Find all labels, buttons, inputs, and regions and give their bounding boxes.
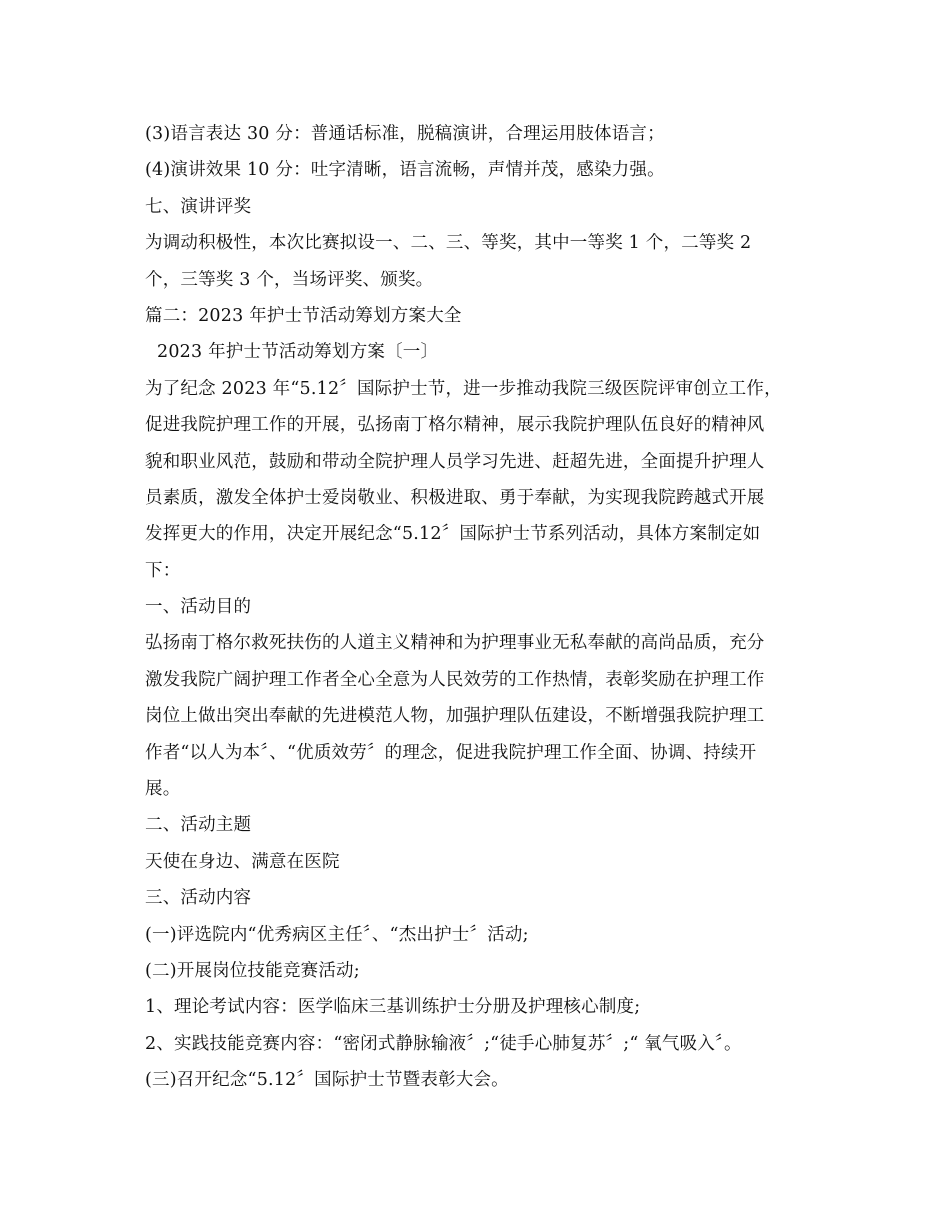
- text-line: 展。: [145, 779, 181, 800]
- text-line: 为了纪念 2023 年“5.12〞国际护士节，进一步推动我院三级医院评审创立工作，: [145, 378, 782, 399]
- section-heading: 七、演讲评奖: [145, 196, 252, 217]
- text-line: 促进我院护理工作的开展，弘扬南丁格尔精神，展示我院护理队伍良好的精神风: [145, 415, 765, 436]
- text-line: (一)评选院内“优秀病区主任〞、“杰出护士〞活动;: [145, 924, 529, 945]
- text-line: 弘扬南丁格尔救死扶伤的人道主义精神和为护理事业无私奉献的高尚品质，充分: [145, 633, 765, 654]
- text-line: 为调动积极性，本次比赛拟设一、二、三、等奖，其中一等奖 1 个，二等奖 2: [145, 233, 752, 254]
- text-line: 1、理论考试内容：医学临床三基训练护士分册及护理核心制度;: [145, 997, 641, 1018]
- plan-subtitle: 2023 年护士节活动筹划方案〔一〕: [157, 342, 439, 363]
- chapter-heading: 篇二：2023 年护士节活动筹划方案大全: [145, 305, 462, 326]
- text-line: (三)召开纪念“5.12〞国际护士节暨表彰大会。: [145, 1070, 509, 1091]
- text-line: 天使在身边、满意在医院: [145, 851, 340, 872]
- text-line: 激发我院广阔护理工作者全心全意为人民效劳的工作热情，表彰奖励在护理工作: [145, 669, 765, 690]
- text-line: (4)演讲效果 10 分：吐字清晰，语言流畅，声情并茂，感染力强。: [145, 160, 665, 181]
- section-heading: 三、活动内容: [145, 888, 252, 909]
- text-line: (3)语言表达 30 分：普通话标准，脱稿演讲，合理运用肢体语言；: [145, 124, 665, 144]
- text-line: 貌和职业风范，鼓励和带动全院护理人员学习先进、赶超先进，全面提升护理人: [145, 451, 765, 472]
- text-line: 员素质，激发全体护士爱岗敬业、积极进取、勇于奉献，为实现我院跨越式开展: [145, 487, 765, 508]
- document-body: [145, 116, 805, 1099]
- text-line: (二)开展岗位技能竞赛活动;: [145, 960, 360, 981]
- text-line: 下：: [145, 560, 181, 581]
- text-line: 发挥更大的作用，决定开展纪念“5.12〞国际护士节系列活动，具体方案制定如: [145, 524, 761, 545]
- section-heading: 二、活动主题: [145, 815, 252, 836]
- text-line: 作者“以人为本〞、“优质效劳〞的理念，促进我院护理工作全面、协调、持续开: [145, 742, 757, 763]
- text-line: 个，三等奖 3 个，当场评奖、颁奖。: [145, 269, 434, 290]
- text-line: 2、实践技能竞赛内容：“密闭式静脉输液〞;“徒手心肺复苏〞;“ 氧气吸入〞。: [145, 1033, 742, 1054]
- text-line: 岗位上做出突出奉献的先进模范人物，加强护理队伍建设，不断增强我院护理工: [145, 706, 765, 727]
- section-heading: 一、活动目的: [145, 597, 252, 618]
